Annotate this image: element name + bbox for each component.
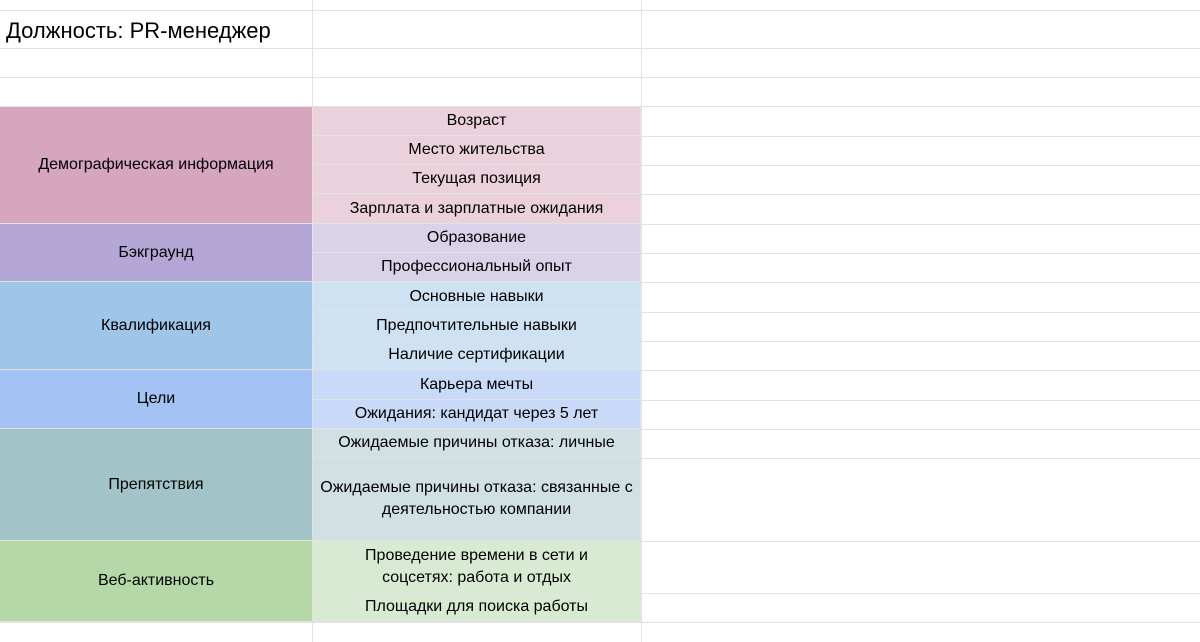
item-cell[interactable]: Образование: [313, 224, 641, 253]
category-cell-obstacles[interactable]: Препятствия: [0, 429, 313, 541]
item-cell[interactable]: Наличие сертификации: [313, 341, 641, 370]
item-cell[interactable]: Профессиональный опыт: [313, 253, 641, 282]
item-cell[interactable]: Основные навыки: [313, 282, 641, 312]
item-cell[interactable]: Площадки для поиска работы: [313, 593, 641, 622]
grid-row-line: [0, 48, 1200, 49]
grid-row-line: [0, 77, 1200, 78]
item-cell[interactable]: Ожидания: кандидат через 5 лет: [313, 400, 641, 429]
category-cell-goals[interactable]: Цели: [0, 370, 313, 429]
item-cell[interactable]: Зарплата и зарплатные ожидания: [313, 194, 641, 224]
item-cell[interactable]: Проведение времени в сети и соцсетях: работа и отдых: [313, 541, 641, 593]
grid-row-line: [0, 10, 1200, 11]
item-cell[interactable]: Место жительства: [313, 136, 641, 165]
category-cell-qualification[interactable]: Квалификация: [0, 282, 313, 370]
page-title[interactable]: Должность: PR-менеджер: [6, 18, 271, 43]
category-cell-web-activity[interactable]: Веб-активность: [0, 541, 313, 622]
item-cell[interactable]: Возраст: [313, 107, 641, 136]
item-cell[interactable]: Ожидаемые причины отказа: личные: [313, 429, 641, 458]
grid-col-line: [641, 0, 642, 642]
item-cell[interactable]: Карьера мечты: [313, 370, 641, 400]
category-cell-background[interactable]: Бэкграунд: [0, 224, 313, 282]
grid-row-line: [0, 622, 1200, 623]
item-cell[interactable]: Предпочтительные навыки: [313, 312, 641, 341]
item-cell[interactable]: Ожидаемые причины отказа: связанные с деятельностью компании: [313, 458, 641, 541]
item-cell[interactable]: Текущая позиция: [313, 165, 641, 194]
category-cell-demographics[interactable]: Демографическая информация: [0, 107, 313, 224]
